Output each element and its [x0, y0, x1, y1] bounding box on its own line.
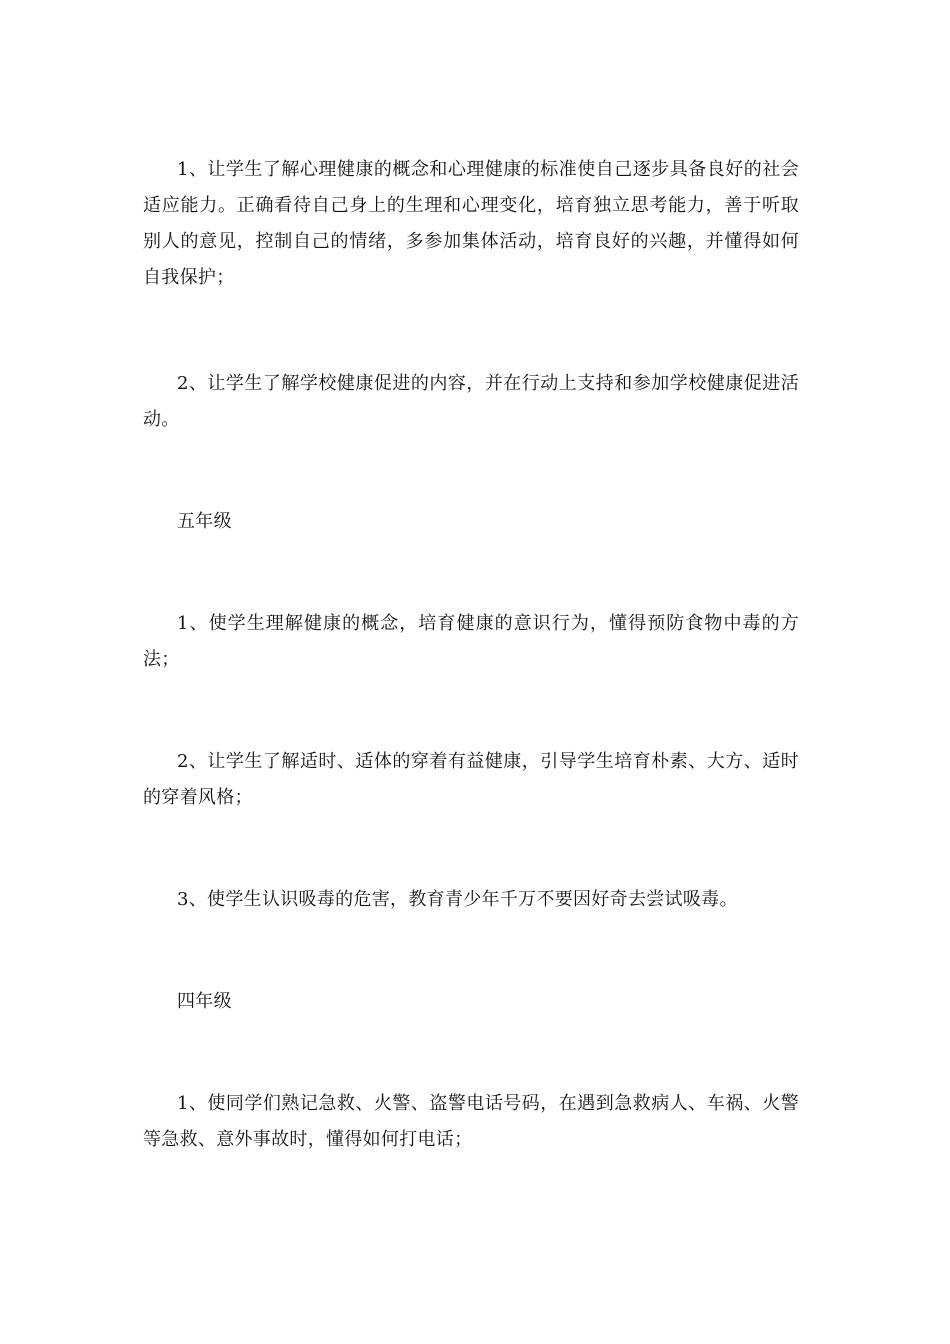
paragraph-grade5-item-2: 2、让学生了解适时、适体的穿着有益健康，引导学生培育朴素、大方、适时的穿着风格； — [143, 751, 799, 808]
paragraph-spacer — [143, 296, 799, 366]
paragraph-grade5-item-1: 1、使学生理解健康的概念，培育健康的意识行为，懂得预防食物中毒的方法； — [143, 613, 799, 670]
paragraph-spacer — [143, 1020, 799, 1086]
section-heading-grade5: 五年级 — [177, 511, 232, 532]
document-body — [143, 152, 799, 1158]
section-heading-grade4: 四年级 — [177, 991, 232, 1012]
paragraph-spacer — [143, 918, 799, 984]
paragraph-grade5-item-3: 3、使学生认识吸毒的危害，教育青少年千万不要因好奇去尝试吸毒。 — [177, 889, 738, 910]
paragraph-grade6-item-1: 1、让学生了解心理健康的概念和心理健康的标准使自己逐步具备良好的社会适应能力。正确看待自己身上的生理和心理变化，培育独立思考能力，善于听取别人的意见，控制自己的情绪，多参加集体活动，培育良好的兴趣，并懂得如何自我保护； — [143, 159, 799, 288]
paragraph-spacer — [143, 540, 799, 606]
paragraph-grade6-item-2: 2、让学生了解学校健康促进的内容，并在行动上支持和参加学校健康促进活动。 — [143, 373, 799, 430]
paragraph-spacer — [143, 816, 799, 882]
paragraph-spacer — [143, 678, 799, 744]
paragraph-spacer — [143, 438, 799, 504]
paragraph-grade4-item-1: 1、使同学们熟记急救、火警、盗警电话号码，在遇到急救病人、车祸、火警等急救、意外事故时，懂得如何打电话； — [143, 1093, 799, 1150]
